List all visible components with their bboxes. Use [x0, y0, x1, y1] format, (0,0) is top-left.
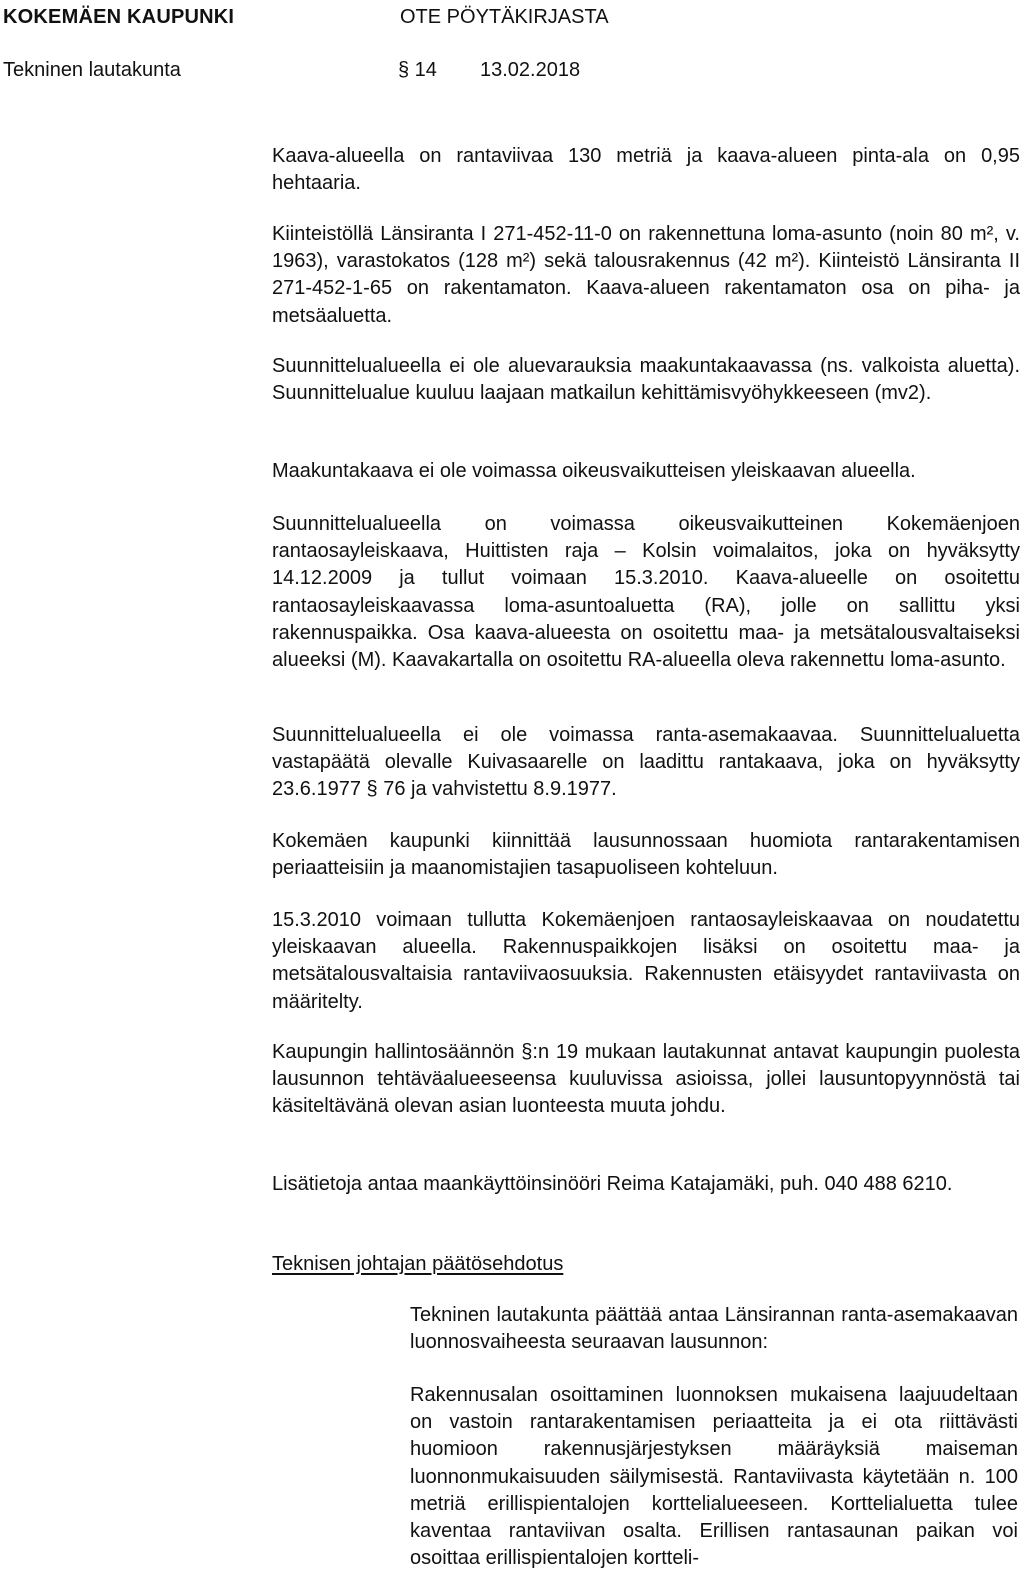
meeting-date: 13.02.2018: [480, 59, 581, 81]
paragraph-master-plan-compliance: 15.3.2010 voimaan tullutta Kokemäenjoen rantaosayleiskaavaa on noudatettu yleiskaavan alueella. Rakennuspaikkojen lisäksi on osoitettu maa- ja metsätalousvaltaisia rantaviivaosuuksia. Rakennusten etäisyydet rantaviivasta on määritelty.: [272, 909, 1020, 1013]
paragraph-shore-plan: Suunnittelualueella ei ole voimassa ranta-asemakaavaa. Suunnittelualuetta vastapäätä olevalle Kuivasaarelle on laadittu rantakaava, joka on hyväksytty 23.6.1977 § 76 ja vahvistettu 8.9.1977.: [272, 724, 1020, 801]
paragraph-plan-area: Kaava-alueella on rantaviivaa 130 metriä ja kaava-alueen pinta-ala on 0,95 hehtaaria.: [272, 145, 1020, 195]
section-number: § 14: [398, 59, 437, 81]
proposal-heading: Teknisen johtajan päätösehdotus: [272, 1253, 564, 1275]
paragraph-city-statement: Kokemäen kaupunki kiinnittää lausunnossaan huomiota rantarakentamisen periaatteisiin ja maanomistajien tasapuoliseen kohteluun.: [272, 830, 1020, 880]
proposal-paragraph-statement: Rakennusalan osoittaminen luonnoksen mukaisena laajuudeltaan on vastoin rantarakentamisen periaatteita ja ei ota riittävästi huomioon rakennusjärjestyksen määräyksiä maiseman luonnonmukaisuuden säilymisestä. Rantaviivasta käytetään n. 100 metriä erillispientalojen korttelialueeseen. Korttelialuetta tulee kaventaa rantaviivan osalta. Erillisen rantasaunan paikan voi osoittaa erillispientalojen kortteli-: [410, 1384, 1018, 1570]
paragraph-administrative-rule: Kaupungin hallintosäännön §:n 19 mukaan lautakunnat antavat kaupungin puolesta lausunnon tehtäväalueeseensa kuuluvissa asioissa, jollei lausuntopyynnöstä tai käsiteltävänä olevan asian luonteesta muuta johdu.: [272, 1041, 1020, 1118]
document-type: OTE PÖYTÄKIRJASTA: [400, 6, 609, 28]
proposal-paragraph-intro: Tekninen lautakunta päättää antaa Länsirannan ranta-asemakaavan luonnosvaiheesta seuraavan lausunnon:: [410, 1304, 1018, 1354]
paragraph-regional-plan-validity: Maakuntakaava ei ole voimassa oikeusvaikutteisen yleiskaavan alueella.: [272, 460, 916, 482]
paragraph-master-plan: Suunnittelualueella on voimassa oikeusvaikutteinen Kokemäenjoen rantaosayleiskaava, Huittisten raja – Kolsin voimalaitos, joka on hyväksytty 14.12.2009 ja tullut voimaan 15.3.2010. Kaava-alueelle on osoitettu rantaosayleiskaavassa loma-asuntoaluetta (RA), jolle on sallittu yksi rakennuspaikka. Osa kaava-alueesta on osoitettu maa- ja metsätalousvaltaiseksi alueeksi (M). Kaavakartalla on osoitettu RA-alueella oleva rakennettu loma-asunto.: [272, 513, 1020, 672]
paragraph-contact-info: Lisätietoja antaa maankäyttöinsinööri Reima Katajamäki, puh. 040 488 6210.: [272, 1173, 953, 1195]
paragraph-property: Kiinteistöllä Länsiranta I 271-452-11-0 on rakennettuna loma-asunto (noin 80 m², v. 1963), varastokatos (128 m²) sekä talousrakennus (42 m²). Kiinteistö Länsiranta II 271-452-1-65 on rakentamaton. Kaava-alueen rakentamaton osa on piha- ja metsäaluetta.: [272, 223, 1020, 327]
paragraph-regional-plan: Suunnittelualueella ei ole aluevarauksia maakuntakaavassa (ns. valkoista aluetta). Suunnittelualue kuuluu laajaan matkailun kehittämisvyöhykkeeseen (mv2).: [272, 355, 1020, 405]
board-name: Tekninen lautakunta: [3, 59, 181, 81]
organization-name: KOKEMÄEN KAUPUNKI: [3, 6, 235, 28]
